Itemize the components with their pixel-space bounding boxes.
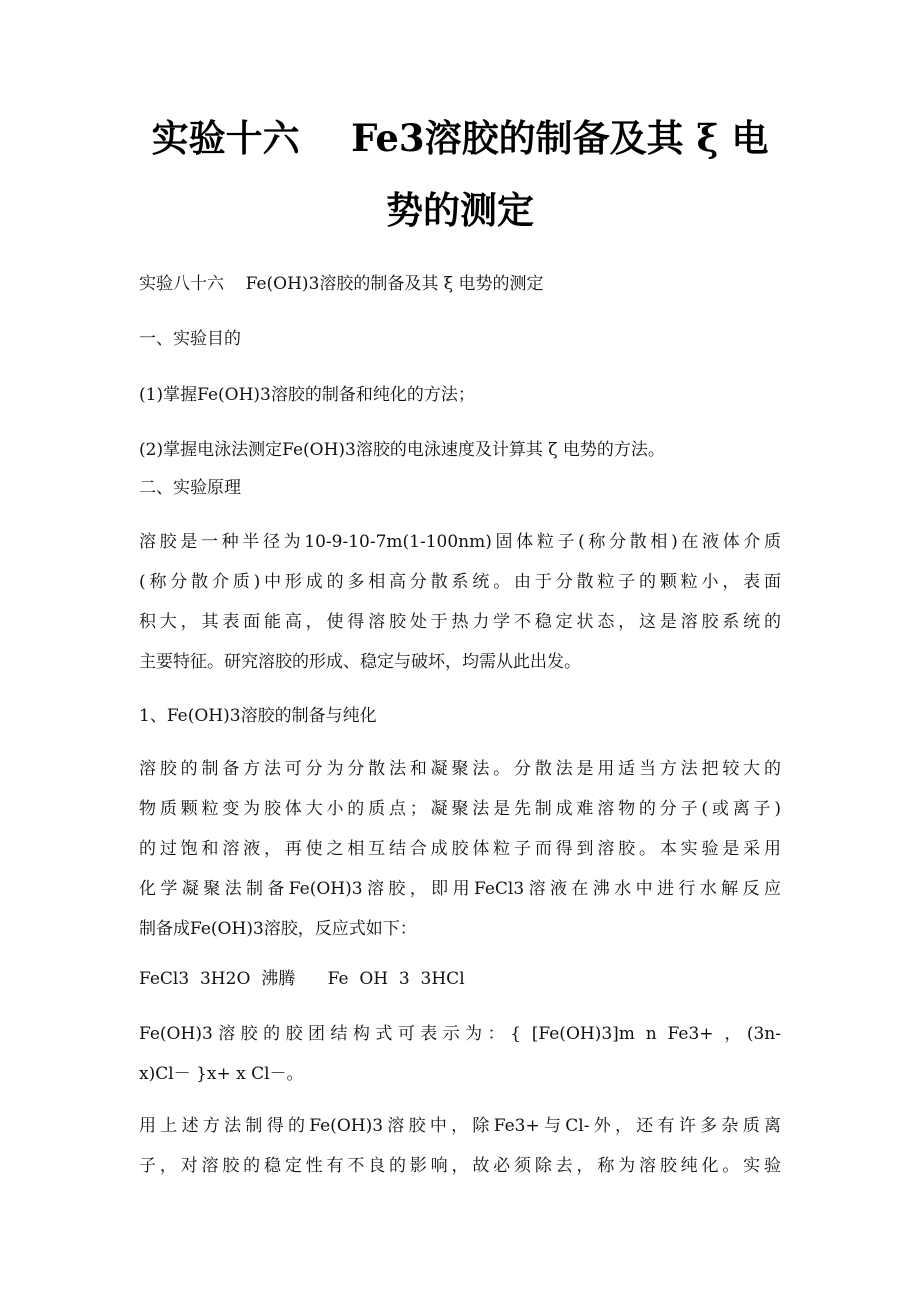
paragraph-line: 制备成Fe(OH)3溶胶，反应式如下： [139,919,417,939]
section-heading-objectives: 一、实验目的 [139,329,241,349]
paragraph-line: 主要特征。研究溶胶的形成、稳定与破坏，均需从此出发。 [139,652,581,672]
paragraph-line: 溶胶是一种半径为10-9-10-7m(1-100nm)固体粒子(称分散相)在液体介质 [139,532,781,552]
paragraph-line: Fe(OH)3溶胶的胶团结构式可表示为：{ [Fe(OH)3]m n Fe3+ ，(3n- [139,1024,781,1044]
paragraph-purification [139,1106,781,1186]
paragraph-preparation-methods [139,749,781,949]
document-title-line-1: 实验十六 Fe3溶胶的制备及其 ξ 电 [151,116,769,160]
subsection-heading-preparation: 1、Fe(OH)3溶胶的制备与纯化 [139,706,377,726]
paragraph-line: 化学凝聚法制备Fe(OH)3溶胶，即用FeCl3溶液在沸水中进行水解反应 [139,879,781,899]
paragraph-line: 的过饱和溶液，再使之相互结合成胶体粒子而得到溶胶。本实验是采用 [139,839,781,859]
section-heading-principle: 二、实验原理 [139,478,241,498]
paragraph-line: 用上述方法制得的Fe(OH)3溶胶中，除Fe3+与Cl-外，还有许多杂质离 [139,1116,781,1136]
paragraph-line: 子，对溶胶的稳定性有不良的影响，故必须除去，称为溶胶纯化。实验 [139,1156,781,1176]
reaction-equation: FeCl3 3H2O 沸腾 Fe OH 3 3HCl [139,969,465,989]
objective-item-1: (1)掌握Fe(OH)3溶胶的制备和纯化的方法； [139,385,475,405]
paragraph-line: 物质颗粒变为胶体大小的质点；凝聚法是先制成难溶物的分子(或离子) [139,799,781,819]
paragraph-line: 溶胶的制备方法可分为分散法和凝聚法。分散法是用适当方法把较大的 [139,759,781,779]
objective-item-2: (2)掌握电泳法测定Fe(OH)3溶胶的电泳速度及计算其 ζ 电势的方法。 [139,440,665,460]
paragraph-sol-definition [139,522,781,682]
paragraph-micelle-structure [139,1014,781,1094]
paragraph-line: x)Cl－ }x+ x Cl－。 [139,1064,304,1084]
paragraph-line: (称分散介质)中形成的多相高分散系统。由于分散粒子的颗粒小，表面 [139,572,781,592]
paragraph-line: 积大，其表面能高，使得溶胶处于热力学不稳定状态，这是溶胶系统的 [139,612,781,632]
subtitle: 实验八十六 Fe(OH)3溶胶的制备及其 ξ 电势的测定 [139,274,544,294]
document-title-line-2: 势的测定 [386,188,534,232]
